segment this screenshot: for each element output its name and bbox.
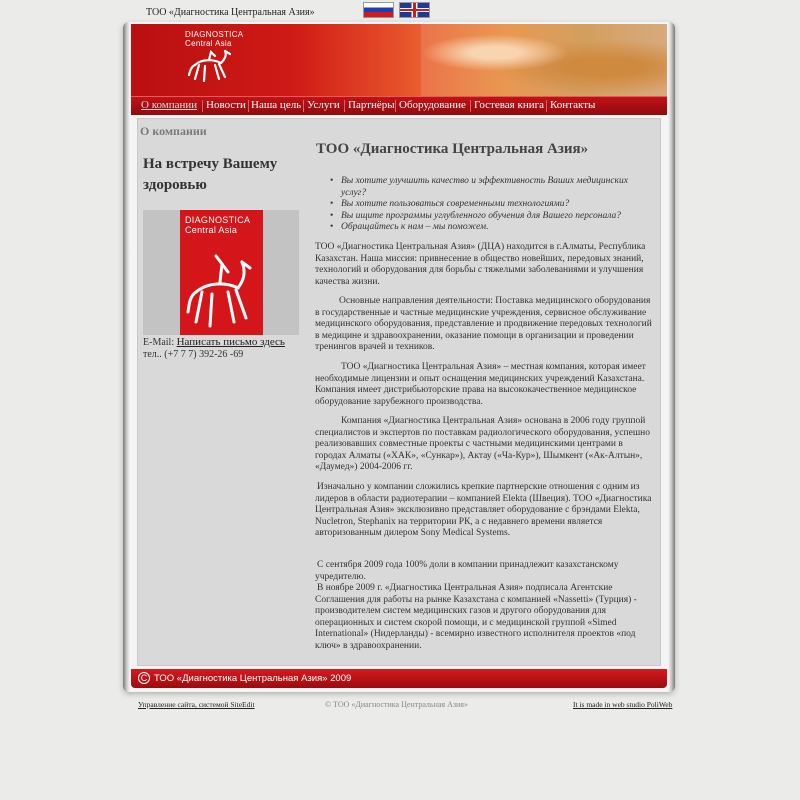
- paragraph-partners: Изначально у компании сложились крепкие партнерские отношения с одним из лидеров в области радиотерапии – компанией Elekta (Швеция). ТОО «Диагностика Центральная Азия» эксклюзивно представляет оборудование с брэндами Elekta, Nucletron, Stephanix на территории РК, а с недавнего времени является авторизованным дилером Sony Medical Systems.: [315, 482, 652, 538]
- email-link[interactable]: Написать письмо здесь: [176, 336, 285, 348]
- header-logo[interactable]: [185, 30, 243, 48]
- admin-link[interactable]: Управление сайта, системой SiteEdit: [138, 700, 255, 709]
- nav-separator: [248, 100, 249, 112]
- nav-item-guestbook[interactable]: Гостевая книга: [474, 99, 544, 111]
- studio-link[interactable]: It is made in web studio PoliWeb: [573, 700, 673, 709]
- bottom-copyright: © ТОО «Диагностика Центральная Азия»: [325, 700, 468, 709]
- nav-item-services[interactable]: Услуги: [307, 99, 340, 111]
- list-item: • Вы хотите пользоваться современными технологиями?: [341, 199, 653, 211]
- section-label: О компании: [140, 124, 207, 138]
- list-item: • Вы хотите улучшить качество и эффективность Ваших медицинских услуг?: [341, 176, 653, 199]
- brand-horse-icon: [186, 252, 256, 332]
- list-item: • Вы ищите программы углубленного обучения для Вашего персонала?: [341, 211, 653, 223]
- paragraph-local-company: ТОО «Диагностика Центральная Азия» – местная компания, которая имеет необходимые лицензии и опыт оснащения медицинских учреждений Казахстана. Компания имеет дистрибьюторские права на высококачественное медицинское оборудование зарубежного производства.: [315, 362, 646, 407]
- nav-item-contacts[interactable]: Контакты: [550, 99, 596, 111]
- site-title: ТОО «Диагностика Центральная Азия»: [146, 7, 315, 18]
- nav-item-about[interactable]: О компании: [141, 99, 198, 111]
- brand-line-1: DIAGNOSTICA: [185, 215, 251, 225]
- logo-line-1: DIAGNOSTICA: [185, 30, 244, 39]
- top-bar: [0, 0, 800, 24]
- email-label: E-Mail:: [143, 337, 177, 348]
- phone-number: тел.. (+7 7 7) 392-26 -69: [143, 349, 244, 360]
- russian-flag-icon[interactable]: [363, 2, 394, 18]
- nav-separator: [395, 100, 396, 112]
- question-list: [341, 176, 653, 234]
- nav-item-partners[interactable]: Партнёры: [348, 99, 395, 111]
- slogan: На встречу Вашему здоровью: [143, 156, 278, 193]
- paragraph-mission: ТОО «Диагностика Центральная Азия» (ДЦА) находится в г.Алматы, Республика Казахстан. Наша миссия: привнесение в общество новейших, передовых знаний, технологий и оборудования для борьбы с тяжелыми заболеваниями и улучшения качества жизни.: [315, 242, 646, 287]
- paragraph-ownership: С сентября 2009 года 100% доли в компании принадлежит казахстанскому учредителю.: [315, 560, 619, 582]
- main-nav: [131, 96, 667, 115]
- brand-line-2: Central Asia: [185, 225, 238, 235]
- english-flag-icon[interactable]: [399, 2, 430, 18]
- paragraph-activities: Основные направления деятельности: Поставка медицинского оборудования в государственные и частные медицинские учреждения, сервисное обслуживание медицинского оборудования, представление и продвижение передовых технологий в медицине и здравоохранении, оказание помощи в организации и проведении тренингов врачей и техников.: [315, 296, 652, 352]
- nav-separator: [202, 100, 203, 112]
- nav-separator: [303, 100, 304, 112]
- paragraph-history: Компания «Диагностика Центральная Азия» основана в 2006 году группой специалистов и экспертов по поставкам радиологического оборудования, успешно реализовавших совместные проекты с частными медицинскими центрами в городах Алматы («ХАК», «Сункар»), Актау («Ча-Кур»), Шымкент («Ак-Алтын», «Даумед») 2004-2006 гг.: [315, 416, 650, 472]
- nav-separator: [470, 100, 471, 112]
- copyright-icon: C: [138, 672, 150, 684]
- paragraph-agreements: В ноябре 2009 г. «Диагностика Центральная Азия» подписала Агентские Соглашения для работы на рынке Казахстана с компанией «Nassetti» (Турция) - производителем систем медицинских газов и другого оборудования для операционных и систем скорой помощи, и с медицинской группой «Simed International» (Нидерланды) - всемирно известного исполнителя проектов «под ключ» в здравоохранении.: [315, 583, 637, 651]
- list-item: • Обращайтесь к нам – мы поможем.: [341, 222, 653, 234]
- header-photo: [421, 24, 667, 96]
- email-line: [143, 336, 285, 348]
- footer-copyright: ТОО «Диагностика Центральная Азия» 2009: [154, 673, 352, 684]
- brand-logo: [180, 210, 263, 335]
- logo-line-2: Central Asia: [185, 39, 232, 48]
- nav-item-goal[interactable]: Наша цель: [251, 99, 302, 111]
- nav-item-equipment[interactable]: Оборудование: [399, 99, 466, 111]
- main-title: ТОО «Диагностика Центральная Азия»: [316, 141, 589, 157]
- nav-separator: [546, 100, 547, 112]
- nav-item-news[interactable]: Новости: [206, 99, 246, 111]
- horse-logo-icon: [187, 47, 233, 87]
- nav-separator: [344, 100, 345, 112]
